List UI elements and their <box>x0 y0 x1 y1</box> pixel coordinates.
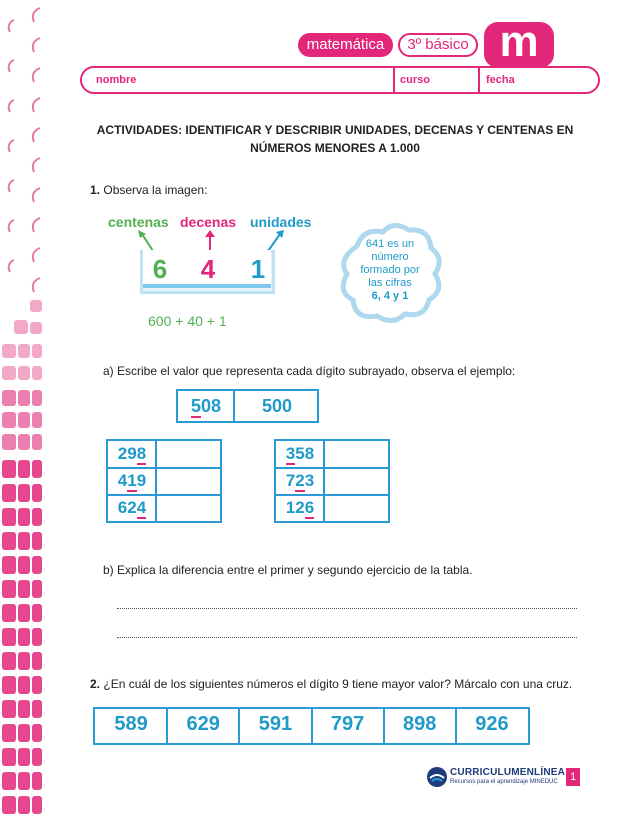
digit-hundreds: 6 <box>152 254 168 284</box>
curriculum-logo-icon <box>426 766 448 788</box>
underlined-digit: 4 <box>136 498 147 517</box>
answer-cell[interactable] <box>158 442 220 466</box>
table-row <box>110 444 154 464</box>
table-column-divider <box>323 441 325 521</box>
answer-cell[interactable] <box>326 470 388 494</box>
digit: 3 <box>304 471 315 490</box>
brand-name: CURRICULUMENLÍNEA <box>450 767 566 778</box>
table-row <box>110 498 154 518</box>
field-separator <box>478 68 480 92</box>
answer-cell[interactable] <box>158 470 220 494</box>
title-line-1: ACTIVIDADES: IDENTIFICAR Y DESCRIBIR UNIDADES, DECENAS Y CENTENAS EN <box>96 123 574 137</box>
choice-number[interactable]: 797 <box>330 713 365 735</box>
digit-units: 1 <box>250 254 266 284</box>
page-number: 1 <box>566 768 580 786</box>
example-number <box>180 396 232 417</box>
table-row-divider <box>108 494 220 496</box>
subject-logo: m <box>484 22 554 68</box>
choice-number[interactable]: 898 <box>403 713 437 735</box>
page-binding <box>0 0 44 826</box>
question-text: ¿En cuál de los siguientes números el dígito 9 tiene mayor valor? Márcalo con una cruz. <box>103 677 573 691</box>
subject-tag: matemática <box>298 33 393 57</box>
choice-divider <box>383 709 385 743</box>
underlined-digit: 6 <box>304 498 315 517</box>
field-course-label: curso <box>400 74 430 86</box>
binding-squares <box>0 300 44 826</box>
page-title <box>90 121 580 157</box>
answer-cell[interactable] <box>326 497 388 521</box>
choice-number[interactable]: 629 <box>186 713 220 735</box>
cloud-line: formado por <box>360 264 420 276</box>
expanded-sum: 600 + 40 + 1 <box>148 313 227 329</box>
digit: 2 <box>295 498 305 517</box>
cloud-line: 6, 4 y 1 <box>371 290 409 302</box>
answer-cell[interactable] <box>326 442 388 466</box>
question-text: Observa la imagen: <box>103 183 208 197</box>
question-1 <box>90 183 207 197</box>
digit: 5 <box>295 444 305 463</box>
choice-divider <box>455 709 457 743</box>
choice-number[interactable]: 591 <box>258 713 293 735</box>
example-value: 500 <box>261 396 293 416</box>
table-row-divider <box>108 467 220 469</box>
digit-tens: 4 <box>200 254 216 284</box>
digit: 0 <box>200 396 211 416</box>
answer-cell[interactable] <box>158 497 220 521</box>
table-row-divider <box>276 494 388 496</box>
digit: 9 <box>127 444 137 463</box>
example-number-text <box>191 396 221 416</box>
cloud-line: 641 es un <box>365 238 415 250</box>
cloud-text <box>345 238 435 303</box>
digit: 8 <box>211 396 222 416</box>
question-1b: b) Explica la diferencia entre el primer y segundo ejercicio de la tabla. <box>103 563 473 577</box>
cloud-line: las cifras <box>368 277 412 289</box>
field-name-label: nombre <box>96 74 137 86</box>
question-number: 1. <box>90 183 101 197</box>
digit: 9 <box>136 471 147 490</box>
digit: 2 <box>127 498 137 517</box>
example-divider <box>233 391 235 421</box>
brand-subtitle: Recursos para el aprendizaje MINEDUC <box>450 779 558 785</box>
choice-divider <box>311 709 313 743</box>
choice-number[interactable]: 589 <box>114 713 148 735</box>
underlined-digit: 8 <box>136 444 147 463</box>
underlined-digit: 3 <box>285 444 296 463</box>
cloud-line: número <box>371 251 409 263</box>
question-2 <box>90 677 572 691</box>
choice-number[interactable]: 926 <box>475 713 509 735</box>
digit: 8 <box>304 444 315 463</box>
answer-line[interactable] <box>117 637 577 638</box>
underlined-digit: 5 <box>190 396 201 416</box>
title-line-2: NÚMEROS MENORES A 1.000 <box>250 141 420 155</box>
table-row-divider <box>276 467 388 469</box>
student-info-bar <box>80 66 600 94</box>
label-centenas: centenas <box>108 214 169 230</box>
underlined-digit: 2 <box>295 471 305 490</box>
question-number: 2. <box>90 677 101 691</box>
choice-divider <box>166 709 168 743</box>
table-row <box>278 444 322 464</box>
digit: 2 <box>117 444 128 463</box>
question-1a: a) Escribe el valor que representa cada dígito subrayado, observa el ejemplo: <box>103 364 516 378</box>
digit: 1 <box>285 498 296 517</box>
label-decenas: decenas <box>180 214 237 230</box>
table-column-divider <box>155 441 157 521</box>
digit: 7 <box>285 471 296 490</box>
label-unidades: unidades <box>250 214 312 230</box>
field-date-label: fecha <box>486 74 515 86</box>
table-row <box>278 471 322 491</box>
digit: 4 <box>117 471 128 490</box>
grade-tag: 3º básico <box>398 33 478 57</box>
answer-line[interactable] <box>117 608 577 609</box>
underlined-digit: 1 <box>127 471 137 490</box>
table-row <box>110 471 154 491</box>
digit: 6 <box>117 498 128 517</box>
field-separator <box>393 68 395 92</box>
table-row <box>278 498 322 518</box>
choice-divider <box>238 709 240 743</box>
